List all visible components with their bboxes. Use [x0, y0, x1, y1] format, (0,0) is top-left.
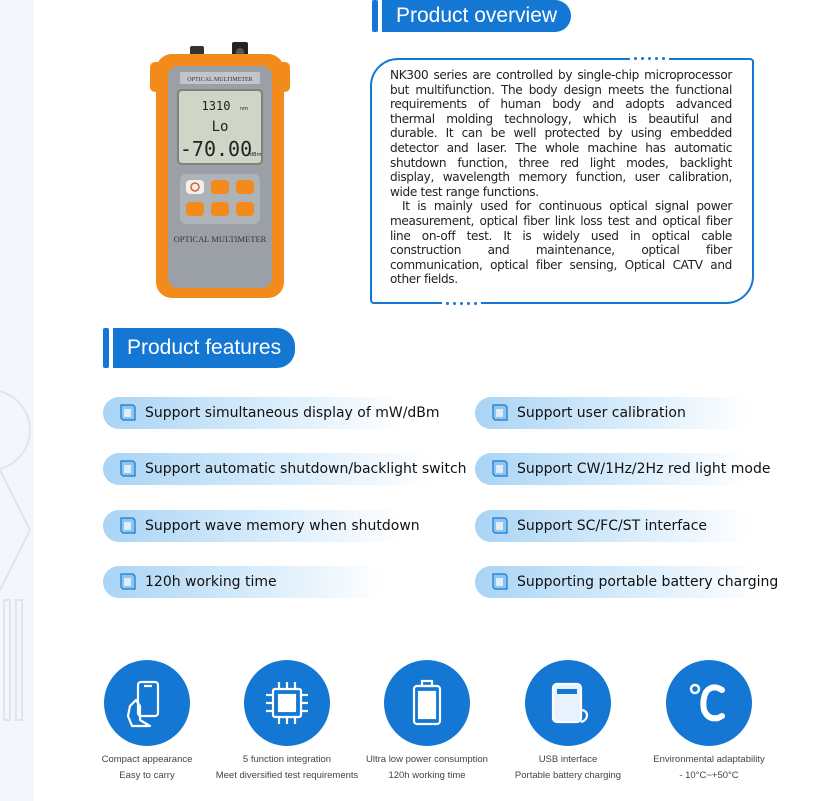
icon-caption-1: Environmental adaptability — [653, 754, 765, 765]
feature-bullet-icon — [489, 402, 511, 424]
feature-bullet-icon — [489, 515, 511, 537]
celsius-icon — [666, 660, 752, 746]
icon-function-integration — [212, 660, 362, 781]
lcd-value: -70.00 — [179, 137, 253, 161]
feature-label: 120h working time — [145, 574, 277, 590]
icon-caption-2: 120h working time — [388, 770, 466, 781]
feature-item — [103, 510, 420, 542]
feature-bullet-icon — [117, 515, 139, 537]
icon-caption-1: Ultra low power consumption — [366, 754, 488, 765]
feature-label: Support user calibration — [517, 405, 686, 421]
features-title: Product features — [113, 328, 295, 368]
features-heading — [103, 328, 295, 368]
feature-label: Supporting portable battery charging — [517, 574, 779, 590]
phone-in-hand-icon — [104, 660, 190, 746]
feature-label: Support simultaneous display of mW/dBm — [145, 405, 440, 421]
lcd-unit-nm: nm — [240, 106, 249, 112]
icon-caption-2: Portable battery charging — [514, 770, 622, 781]
feature-item — [103, 453, 467, 485]
chip-icon — [244, 660, 330, 746]
overview-heading — [372, 0, 571, 32]
overview-text-box — [370, 58, 754, 304]
decor-dots-bottom — [442, 302, 481, 305]
feature-item — [475, 453, 771, 485]
feature-label: Support wave memory when shutdown — [145, 518, 420, 534]
icon-caption-1: Compact appearance — [101, 754, 193, 765]
side-decoration — [0, 0, 34, 801]
icon-usb-interface — [493, 660, 643, 781]
lcd-mode: Lo — [211, 119, 229, 135]
icon-caption-2: Meet diversified test requirements — [215, 770, 359, 781]
decor-dots-top — [630, 57, 669, 60]
feature-item — [475, 397, 750, 429]
feature-label: Support CW/1Hz/2Hz red light mode — [517, 461, 771, 477]
icon-caption-2: - 10°C~+50°C — [679, 770, 739, 781]
device-brand-top: OPTICAL MULTIMETER — [187, 77, 253, 83]
overview-paragraph-1: NK300 series are controlled by single-chip microprocessor but multifunction. The body design meets the functional requirements of human body and adopts advanced thermal molding technology, which is beautiful and durable. It can be well protected by using embedded detector and laser. The whole machine has automatic shutdown function, three red light modes, backlight display, wavelength memory function, user calibration, wide test range functions. — [390, 68, 732, 199]
icon-compact-appearance — [72, 660, 222, 781]
feature-bullet-icon — [489, 458, 511, 480]
icon-caption-1: USB interface — [538, 754, 598, 765]
feature-item — [103, 566, 383, 598]
feature-item — [103, 397, 440, 429]
lcd-unit-dbm: dBm — [250, 152, 262, 158]
optical-multimeter-image — [150, 40, 290, 300]
icon-environment — [634, 660, 784, 781]
feature-label: Support automatic shutdown/backlight switch — [145, 461, 467, 477]
icon-caption-2: Easy to carry — [119, 770, 175, 781]
power-bank-icon — [525, 660, 611, 746]
battery-icon — [384, 660, 470, 746]
icon-caption-1: 5 function integration — [242, 754, 332, 765]
feature-label: Support SC/FC/ST interface — [517, 518, 708, 534]
feature-bullet-icon — [117, 402, 139, 424]
overview-paragraph-2: It is mainly used for continuous optical signal power measurement, optical fiber link loss test and optical fiber line on-off test. It is widely used in optical cable construction and maintenance, optical fiber communication, optical fiber sensing, Optical CATV and other fields. — [390, 199, 732, 287]
device-brand-bottom: OPTICAL MULTIMETER — [173, 234, 267, 244]
icon-low-power — [352, 660, 502, 781]
overview-title: Product overview — [382, 0, 571, 32]
feature-item — [475, 510, 750, 542]
lcd-wavelength: 1310 — [201, 99, 231, 113]
feature-item — [475, 566, 779, 598]
feature-bullet-icon — [117, 458, 139, 480]
feature-bullet-icon — [117, 571, 139, 593]
feature-bullet-icon — [489, 571, 511, 593]
